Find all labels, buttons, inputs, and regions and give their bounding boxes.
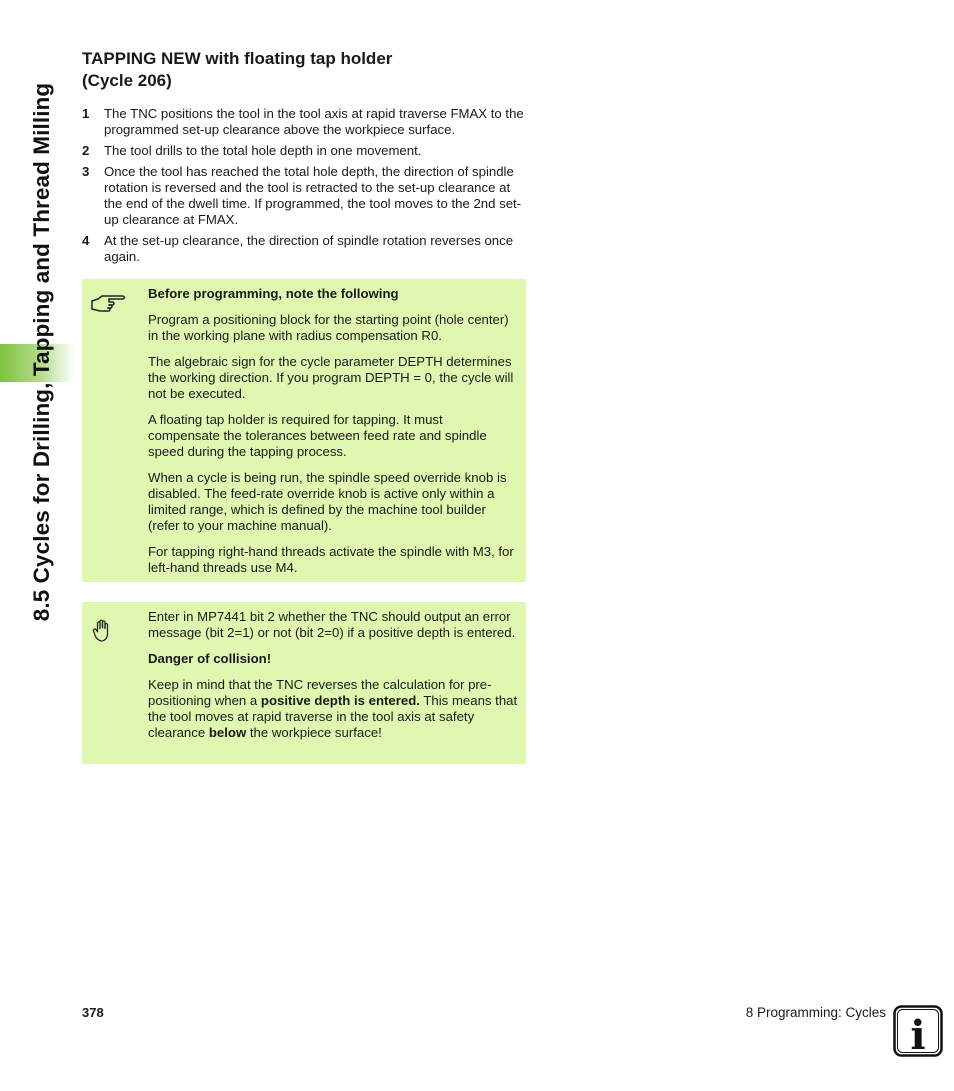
step-item bbox=[82, 106, 528, 138]
step-text: At the set-up clearance, the direction of spindle rotation reverses once again. bbox=[104, 233, 514, 264]
heading-line-2: (Cycle 206) bbox=[82, 71, 172, 90]
step-text: The TNC positions the tool in the tool axis at rapid traverse FMAX to the programmed set-up clearance above the workpiece surface. bbox=[104, 106, 524, 137]
step-item bbox=[82, 143, 528, 159]
note-paragraph: For tapping right-hand threads activate the spindle with M3, for left-hand threads use M4. bbox=[148, 544, 514, 575]
warning-text-3: the workpiece surface! bbox=[246, 725, 382, 740]
programming-note-box bbox=[82, 279, 526, 582]
info-glyph: i bbox=[910, 1012, 926, 1057]
note-paragraph: Program a positioning block for the starting point (hole center) in the working plane with radius compensation R0. bbox=[148, 312, 509, 343]
main-content bbox=[82, 48, 528, 270]
warning-intro: Enter in MP7441 bit 2 whether the TNC should output an error message (bit 2=1) or not (bit 2=0) if a positive depth is entered. bbox=[148, 609, 516, 640]
note-title: Before programming, note the following bbox=[148, 286, 399, 301]
page-heading bbox=[82, 48, 528, 92]
step-text: Once the tool has reached the total hole depth, the direction of spindle rotation is reversed and the tool is retracted to the set-up clearance at the end of the dwell time. If programmed, the tool moves to the 2nd set-up clearance at FMAX. bbox=[104, 164, 522, 227]
heading-line-1: TAPPING NEW with floating tap holder bbox=[82, 49, 393, 68]
warning-text-2: This means that the tool moves at rapid traverse in the tool axis at safety clearance bbox=[148, 693, 518, 740]
step-number: 1 bbox=[82, 106, 90, 121]
info-icon bbox=[893, 1005, 943, 1057]
pointing-hand-icon bbox=[90, 289, 126, 319]
page-number: 378 bbox=[82, 1005, 104, 1020]
raised-hand-warning-icon bbox=[90, 614, 120, 648]
warning-bold-2: below bbox=[208, 725, 247, 740]
step-item bbox=[82, 164, 528, 228]
step-item bbox=[82, 233, 528, 265]
section-title-vertical: 8.5 Cycles for Drilling, Tapping and Thread Milling bbox=[29, 82, 54, 622]
note-paragraph: A floating tap holder is required for tapping. It must compensate the tolerances between feed rate and spindle speed during the tapping process. bbox=[148, 412, 487, 459]
step-number: 3 bbox=[82, 164, 90, 179]
danger-title: Danger of collision! bbox=[148, 651, 272, 666]
step-number: 2 bbox=[82, 143, 90, 158]
warning-paragraph bbox=[148, 677, 518, 741]
note-paragraph: When a cycle is being run, the spindle speed override knob is disabled. The feed-rate override knob is active only within a limited range, which is defined by the machine tool builder (refer to your machine manual). bbox=[148, 470, 507, 533]
step-list bbox=[82, 106, 528, 265]
step-number: 4 bbox=[82, 233, 90, 248]
chapter-footer: 8 Programming: Cycles bbox=[745, 1005, 886, 1020]
step-text: The tool drills to the total hole depth in one movement. bbox=[104, 143, 422, 158]
collision-warning-box bbox=[82, 602, 526, 764]
warning-bold-1: positive depth is entered. bbox=[260, 693, 420, 708]
note-paragraph: The algebraic sign for the cycle parameter DEPTH determines the working direction. If you program DEPTH = 0, the cycle will not be executed. bbox=[148, 354, 514, 401]
warning-text-1: Keep in mind that the TNC reverses the calculation for pre-positioning when a bbox=[148, 677, 492, 708]
